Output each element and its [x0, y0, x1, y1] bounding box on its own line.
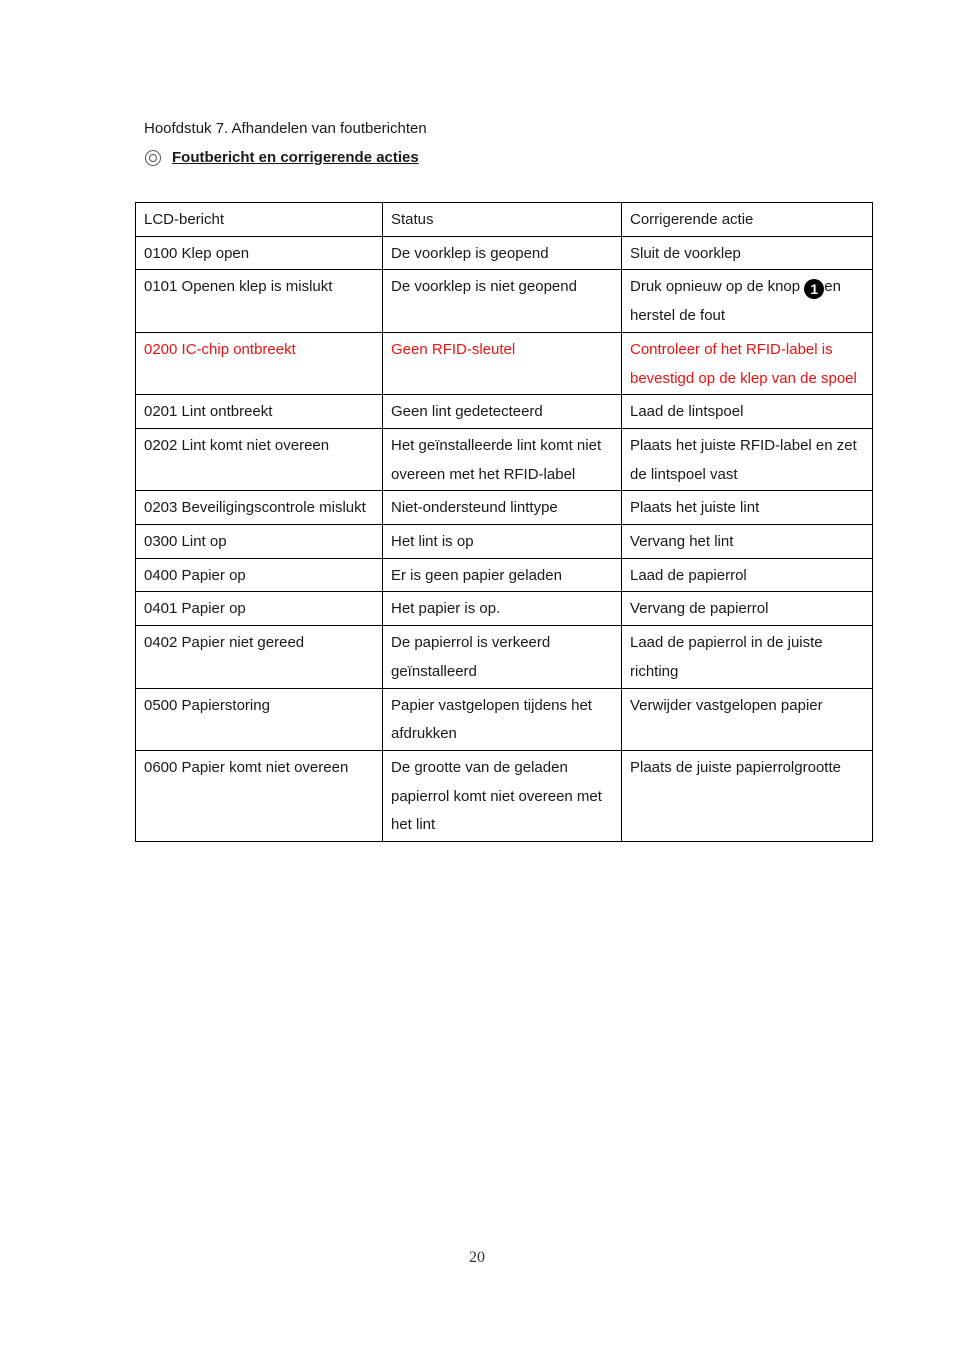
lcd-message-cell: 0203 Beveiligingscontrole mislukt [136, 491, 383, 525]
section-heading [144, 148, 419, 168]
action-text-after: en herstel de fout [630, 278, 841, 325]
table-row [136, 626, 873, 688]
action-cell: Verwijder vastgelopen papier [622, 688, 873, 750]
table-row [136, 592, 873, 626]
table-row [136, 525, 873, 559]
lcd-message-cell: 0202 Lint komt niet overeen [136, 428, 383, 490]
page-number: 20 [469, 1249, 485, 1266]
lcd-message-cell: 0100 Klep open [136, 236, 383, 270]
status-cell: De papierrol is verkeerd geïnstalleerd [383, 626, 622, 688]
lcd-message-cell: 0500 Papierstoring [136, 688, 383, 750]
status-cell: Het papier is op. [383, 592, 622, 626]
lcd-message-cell: 0600 Papier komt niet overeen [136, 750, 383, 841]
header-lcd-message: LCD-bericht [136, 203, 383, 237]
table-row-highlighted [136, 332, 873, 394]
status-cell: De voorklep is niet geopend [383, 270, 622, 332]
status-cell: Geen RFID-sleutel [383, 332, 622, 394]
table-row [136, 491, 873, 525]
action-cell: Plaats het juiste lint [622, 491, 873, 525]
status-cell: Niet-ondersteund linttype [383, 491, 622, 525]
button-1-icon: 1 [804, 279, 824, 299]
status-cell: Geen lint gedetecteerd [383, 395, 622, 429]
lcd-message-cell: 0201 Lint ontbreekt [136, 395, 383, 429]
table-row [136, 395, 873, 429]
lcd-message-cell: 0402 Papier niet gereed [136, 626, 383, 688]
action-cell: Sluit de voorklep [622, 236, 873, 270]
chapter-title: Hoofdstuk 7. Afhandelen van foutberichten [144, 120, 427, 137]
action-cell: Laad de papierrol [622, 558, 873, 592]
status-cell: Het lint is op [383, 525, 622, 559]
status-cell: Het geïnstalleerde lint komt niet overeen met het RFID-label [383, 428, 622, 490]
status-cell: De voorklep is geopend [383, 236, 622, 270]
lcd-message-cell: 0401 Papier op [136, 592, 383, 626]
table-row [136, 688, 873, 750]
table-header-row [136, 203, 873, 237]
action-cell: Laad de papierrol in de juiste richting [622, 626, 873, 688]
action-cell: Plaats het juiste RFID-label en zet de lintspoel vast [622, 428, 873, 490]
lcd-message-cell: 0300 Lint op [136, 525, 383, 559]
double-circle-bullet-icon [145, 150, 161, 166]
lcd-message-cell: 0400 Papier op [136, 558, 383, 592]
action-cell: Laad de lintspoel [622, 395, 873, 429]
status-cell: Er is geen papier geladen [383, 558, 622, 592]
status-cell: De grootte van de geladen papierrol komt niet overeen met het lint [383, 750, 622, 841]
error-messages-table [135, 202, 873, 842]
action-cell: Plaats de juiste papierrolgrootte [622, 750, 873, 841]
section-heading-text: Foutbericht en corrigerende acties [172, 149, 419, 166]
action-cell: Vervang de papierrol [622, 592, 873, 626]
lcd-message-cell: 0200 IC-chip ontbreekt [136, 332, 383, 394]
action-cell: Controleer of het RFID-label is bevestigd op de klep van de spoel [622, 332, 873, 394]
action-text-before: Druk opnieuw op de knop [630, 278, 805, 296]
action-cell: Vervang het lint [622, 525, 873, 559]
table-row [136, 270, 873, 332]
header-corrective-action: Corrigerende actie [622, 203, 873, 237]
table-row [136, 558, 873, 592]
status-cell: Papier vastgelopen tijdens het afdrukken [383, 688, 622, 750]
table-row [136, 750, 873, 841]
lcd-message-cell: 0101 Openen klep is mislukt [136, 270, 383, 332]
table-row [136, 428, 873, 490]
header-status: Status [383, 203, 622, 237]
table-row [136, 236, 873, 270]
action-cell [622, 270, 873, 332]
